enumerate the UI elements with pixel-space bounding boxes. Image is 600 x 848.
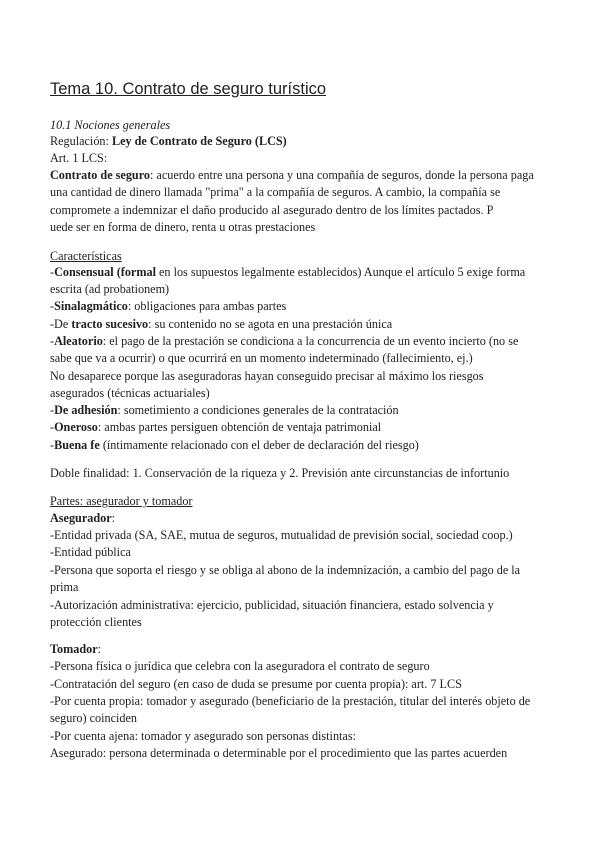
definition-line-4: uede ser en forma de dinero, renta u otras prestaciones <box>50 220 316 234</box>
tomador-heading <box>50 641 101 657</box>
asegurador-line-1: -Entidad privada (SA, SAE, mutua de seguros, mutualidad de previsión social, sociedad coop.) <box>50 528 513 542</box>
bullet-dash: - <box>50 299 55 313</box>
bullet-dash: - <box>50 334 55 348</box>
doble-finalidad: Doble finalidad: 1. Conservación de la riqueza y 2. Previsión ante circunstancias de infortunio <box>50 466 510 480</box>
asegurador-heading <box>50 510 115 526</box>
asegurador-line-6: protección clientes <box>50 615 142 629</box>
definition-line-3: compromete a indemnizar el daño producido al asegurado dentro de los límites pactados. P <box>50 203 494 217</box>
item-aleatorio-cont-2: No desaparece porque las aseguradoras hayan conseguido precisar al máximo los riesgos <box>50 369 484 383</box>
item-aleatorio-cont-3: asegurados (técnicas actuariales) <box>50 386 210 400</box>
asegurador-line-2: -Entidad pública <box>50 545 131 559</box>
item-consensual <box>50 264 525 280</box>
item-consensual-cont: escrita (ad probationem) <box>50 282 170 296</box>
term-tracto: tracto sucesivo <box>71 317 149 331</box>
text-sinalagmatico: : obligaciones para ambas partes <box>127 299 287 313</box>
item-buena-fe <box>50 437 419 453</box>
tomador-line-2: -Contratación del seguro (en caso de duda se presume por cuenta propia): art. 7 LCS <box>50 677 462 691</box>
item-aleatorio-cont-1: sabe que va a ocurrir) o que ocurrirá en un momento indeterminado (fallecimiento, ej.) <box>50 351 473 365</box>
tomador-line-3: -Por cuenta propia: tomador y asegurado (beneficiario de la prestación, titular del interés objeto de <box>50 694 531 708</box>
item-sinalagmatico <box>50 298 286 314</box>
text-buena-fe: (íntimamente relacionado con el deber de declaración del riesgo) <box>99 438 419 452</box>
definition-line-1 <box>50 167 534 183</box>
term-oneroso: Oneroso <box>54 420 98 434</box>
term-aleatorio: Aleatorio <box>54 334 103 348</box>
term-adhesion: De adhesión <box>54 403 118 417</box>
item-aleatorio <box>50 333 518 349</box>
bullet-dash: -De <box>50 317 72 331</box>
caracteristicas-heading: Características <box>50 249 122 263</box>
term-asegurador: Asegurador <box>50 511 112 525</box>
bullet-dash: - <box>50 420 55 434</box>
page-title: Tema 10. Contrato de seguro turístico <box>50 80 327 98</box>
regulacion-law: Ley de Contrato de Seguro (LCS) <box>111 134 287 148</box>
regulacion-label: Regulación: <box>50 134 112 148</box>
section-heading: 10.1 Nociones generales <box>50 118 171 132</box>
definition-line-2: una cantidad de dinero llamada "prima" a la compañía de seguros. A cambio, la compañía se <box>50 185 501 199</box>
definition-term: Contrato de seguro <box>50 168 150 182</box>
text-oneroso: : ambas partes persiguen obtención de ventaja patrimonial <box>97 420 382 434</box>
tomador-line-5: -Por cuenta ajena: tomador y asegurado son personas distintas: <box>50 729 356 743</box>
term-sinalagmatico: Sinalagmático <box>54 299 128 313</box>
tomador-line-1: -Persona física o jurídica que celebra con la aseguradora el contrato de seguro <box>50 659 430 673</box>
asegurador-line-3: -Persona que soporta el riesgo y se obliga al abono de la indemnización, a cambio del pago de la <box>50 563 521 577</box>
term-buena-fe: Buena fe <box>54 438 100 452</box>
asegurador-line-4: prima <box>50 580 79 594</box>
bullet-dash: - <box>50 403 55 417</box>
term-tomador: Tomador <box>50 642 98 656</box>
article-ref: Art. 1 LCS: <box>50 151 108 165</box>
definition-text: : acuerdo entre una persona y una compañía de seguros, donde la persona paga <box>149 168 534 182</box>
item-oneroso <box>50 419 381 435</box>
item-tracto <box>50 316 392 332</box>
tomador-line-6: Asegurado: persona determinada o determinable por el procedimiento que las partes acuerden <box>50 746 508 760</box>
item-adhesion <box>50 402 399 418</box>
regulacion-line <box>50 133 287 149</box>
text-consensual: en los supuestos legalmente establecidos) Aunque el artículo 5 exige forma <box>155 265 526 279</box>
text-aleatorio: : el pago de la prestación se condiciona a la concurrencia de un evento incierto (no se <box>102 334 519 348</box>
bullet-dash: - <box>50 438 55 452</box>
term-consensual: Consensual (formal <box>54 265 156 279</box>
colon: : <box>111 511 116 525</box>
partes-heading: Partes: asegurador y tomador <box>50 494 193 508</box>
text-tracto: : su contenido no se agota en una prestación única <box>148 317 393 331</box>
tomador-line-4: seguro) coinciden <box>50 711 137 725</box>
text-adhesion: : sometimiento a condiciones generales de la contratación <box>117 403 399 417</box>
asegurador-line-5: -Autorización administrativa: ejercicio, publicidad, situación financiera, estado solvencia y <box>50 598 494 612</box>
colon: : <box>97 642 102 656</box>
bullet-dash: - <box>50 265 55 279</box>
